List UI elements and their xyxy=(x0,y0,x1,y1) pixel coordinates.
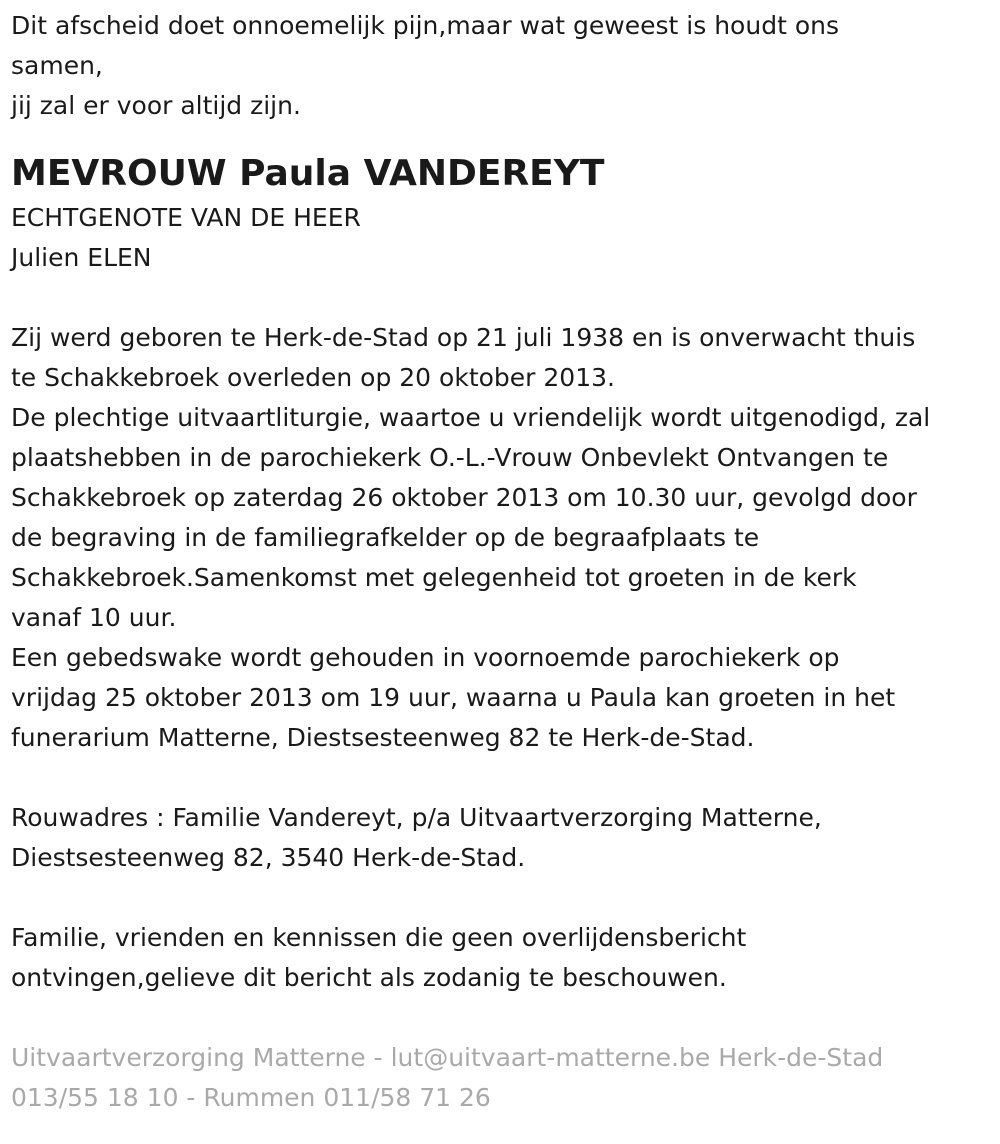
verse-line: Dit afscheid doet onnoemelijk pijn,maar wat geweest is houdt ons xyxy=(11,11,839,40)
verse-line: jij zal er voor altijd zijn. xyxy=(11,91,301,120)
address-line: Rouwadres : Familie Vandereyt, p/a Uitvaartverzorging Matterne, xyxy=(11,803,822,832)
announcement-line: plaatshebben in de parochiekerk O.-L.-Vrouw Onbevlekt Ontvangen te xyxy=(11,443,889,472)
footer-line: 013/55 18 10 - Rummen 011/58 71 26 xyxy=(11,1083,491,1112)
spouse-name: Julien ELEN xyxy=(11,243,152,272)
funeral-home-footer xyxy=(11,1038,990,1118)
announcement-line: vanaf 10 uur. xyxy=(11,603,177,632)
relation-line: ECHTGENOTE VAN DE HEER xyxy=(11,203,361,232)
notice xyxy=(11,918,990,998)
announcement-line: De plechtige uitvaartliturgie, waartoe u vriendelijk wordt uitgenodigd, zal xyxy=(11,403,931,432)
mourning-address xyxy=(11,798,990,878)
announcement-line: Schakkebroek.Samenkomst met gelegenheid tot groeten in de kerk xyxy=(11,563,857,592)
announcement-line: Schakkebroek op zaterdag 26 oktober 2013 om 10.30 uur, gevolgd door xyxy=(11,483,917,512)
notice-line: Familie, vrienden en kennissen die geen overlijdensbericht xyxy=(11,923,747,952)
announcement-line: Een gebedswake wordt gehouden in voornoemde parochiekerk op xyxy=(11,643,840,672)
announcement-line: de begraving in de familiegrafkelder op de begraafplaats te xyxy=(11,523,760,552)
notice-line: ontvingen,gelieve dit bericht als zodanig te beschouwen. xyxy=(11,963,727,992)
announcement-line: te Schakkebroek overleden op 20 oktober 2013. xyxy=(11,363,615,392)
footer-line: Uitvaartverzorging Matterne - lut@uitvaart-matterne.be Herk-de-Stad xyxy=(11,1043,884,1072)
announcement-line: vrijdag 25 oktober 2013 om 19 uur, waarna u Paula kan groeten in het xyxy=(11,683,896,712)
deceased-header xyxy=(11,150,990,278)
verse-line: samen, xyxy=(11,51,103,80)
deceased-name: MEVROUW Paula VANDEREYT xyxy=(11,153,605,194)
announcement-line: Zij werd geboren te Herk-de-Stad op 21 juli 1938 en is onverwacht thuis xyxy=(11,323,916,352)
verse xyxy=(11,6,990,126)
address-line: Diestsesteenweg 82, 3540 Herk-de-Stad. xyxy=(11,843,526,872)
announcement-text xyxy=(11,318,990,758)
announcement-line: funerarium Matterne, Diestsesteenweg 82 te Herk-de-Stad. xyxy=(11,723,755,752)
